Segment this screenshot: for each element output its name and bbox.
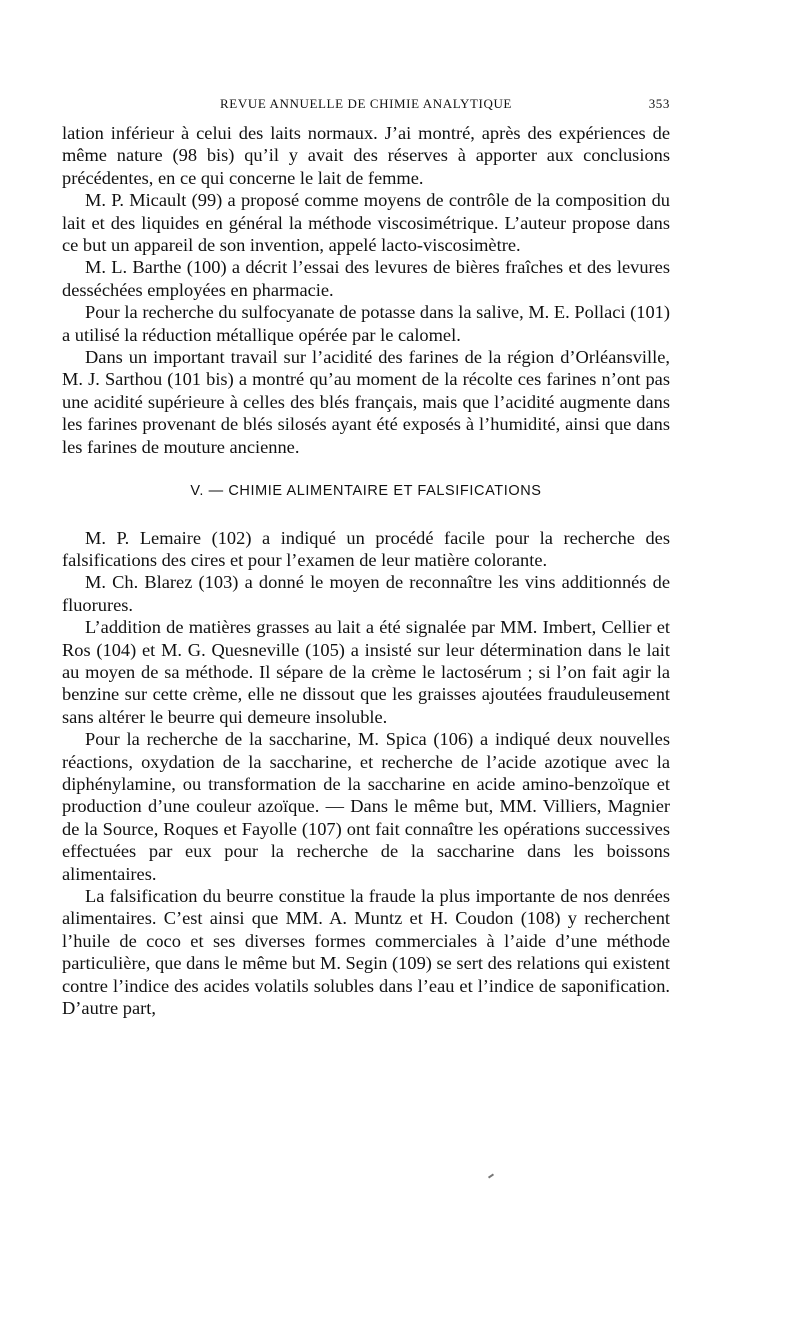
paragraph: Pour la recherche du sulfocyanate de potasse dans la salive, M. E. Pollaci (101) a utilisé la réduction métallique opérée par le calomel. [62,302,670,345]
paragraph: M. P. Micault (99) a proposé comme moyens de contrôle de la composition du lait et des liquides en général la méthode viscosimétrique. L’auteur propose dans ce but un appareil de son invention, appelé lacto-viscosimètre. [62,190,670,256]
paragraph: Pour la recherche de la saccharine, M. Spica (106) a indiqué deux nouvelles réactions, oxydation de la saccharine, et recherche de l’acide azotique avec la diphénylamine, ou transformation de la saccharine en acide amino-benzoïque et production d’une couleur azoïque. — Dans le même but, MM. Villiers, Magnier de la Source, Roques et Fayolle (107) ont fait connaître les opérations successives effectuées par eux pour la recherche de la saccharine dans les boissons alimentaires. [62,729,670,884]
running-title: REVUE ANNUELLE DE CHIMIE ANALYTIQUE [220,96,512,111]
paragraph: lation inférieur à celui des laits normaux. J’ai montré, après des expériences de même nature (98 bis) qu’il y avait des réserves à apporter aux conclusions précédentes, en ce qui concerne le lait de femme. [62,123,670,188]
paragraph: M. Ch. Blarez (103) a donné le moyen de reconnaître les vins additionnés de fluorures. [62,572,670,615]
section-heading: V. — CHIMIE ALIMENTAIRE ET FALSIFICATIONS [190,483,542,500]
body-text [62,122,670,1019]
page-number: 353 [648,96,670,111]
paragraph: Dans un important travail sur l’acidité des farines de la région d’Orléansville, M. J. Sarthou (101 bis) a montré qu’au moment de la récolte ces farines n’ont pas une acidité supérieure à celles des blés français, mais que l’acidité augmente dans les farines provenant de blés silosés ayant été exposés à l’humidité, ainsi que dans les farines de mouture ancienne. [62,347,670,457]
paragraph: M. L. Barthe (100) a décrit l’essai des levures de bières fraîches et des levures desséchées employées en pharmacie. [62,257,670,300]
paragraph: M. P. Lemaire (102) a indiqué un procédé facile pour la recherche des falsifications des cires et pour l’examen de leur matière colorante. [62,527,670,570]
ink-speck [488,1173,494,1178]
paragraph: La falsification du beurre constitue la fraude la plus importante de nos denrées alimentaires. C’est ainsi que MM. A. Muntz et H. Coudon (108) y recherchent l’huile de coco et ses diverses formes commerciales à l’aide d’une méthode particulière, que dans le même but M. Segin (109) se sert des relations qui existent contre l’indice des acides volatils solubles dans l’eau et l’indice de saponification. D’autre part, [62,886,670,1019]
paragraph: L’addition de matières grasses au lait a été signalée par MM. Imbert, Cellier et Ros (104) et M. G. Quesneville (105) a insisté sur leur détermination dans le lait au moyen de sa méthode. Il sépare de la crème le lactosérum ; si l’on fait agir la benzine sur cette crème, elle ne dissout que les graisses ajoutées frauduleusement sans altérer le beurre qui demeure insoluble. [62,617,670,727]
